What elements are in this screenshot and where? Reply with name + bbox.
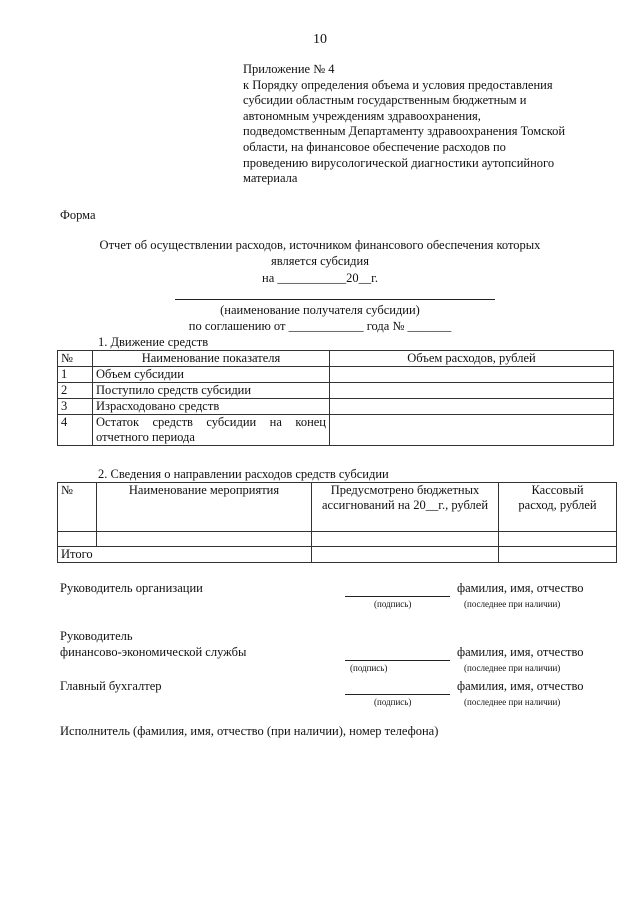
table-row xyxy=(58,532,617,547)
report-title-line1: Отчет об осуществлении расходов, источником финансового обеспечения которых xyxy=(99,238,541,252)
header-cell: № xyxy=(58,351,93,367)
row-name-line1: Остаток средств субсидии на конец xyxy=(96,415,326,429)
signature-fio: фамилия, имя, отчество xyxy=(457,581,584,595)
agreement-line: по соглашению от ____________ года № _______ xyxy=(188,319,452,333)
signature-caption: (подпись) xyxy=(350,663,388,673)
empty-cell[interactable] xyxy=(58,532,97,547)
appendix-line: автономным учреждениям здравоохранения, xyxy=(243,108,481,123)
section1-title: 1. Движение средств xyxy=(98,335,209,349)
header-cell: Кассовый расход, рублей xyxy=(499,483,617,532)
total-label: Итого xyxy=(58,547,312,563)
signature-line[interactable] xyxy=(345,596,450,597)
row-name: Поступило средств субсидии xyxy=(93,383,330,399)
header-cell: Предусмотрено бюджетных ассигнований на 20__г., рублей xyxy=(312,483,499,532)
row-number: 2 xyxy=(58,383,93,399)
appendix-line: области, на финансовое обеспечение расходов по xyxy=(243,139,506,154)
row-number: 3 xyxy=(58,399,93,415)
header-cell: Наименование мероприятия xyxy=(97,483,312,532)
signature-line[interactable] xyxy=(345,694,450,695)
empty-cell[interactable] xyxy=(312,532,499,547)
table-row xyxy=(58,367,614,383)
appendix-line: к Порядку определения объема и условия предоставления xyxy=(243,77,553,92)
appendix-line: проведению вирусологической диагностики аутопсийного xyxy=(243,155,555,170)
recipient-underline xyxy=(175,299,495,300)
table-row xyxy=(58,383,614,399)
page-number: 10 xyxy=(313,32,327,47)
fio-caption: (последнее при наличии) xyxy=(464,663,561,673)
signature-caption: (подпись) xyxy=(374,599,412,609)
row-value-cell[interactable] xyxy=(330,399,614,415)
total-row xyxy=(58,547,617,563)
row-name-line2: отчетного периода xyxy=(96,430,195,444)
form-label: Форма xyxy=(60,208,96,222)
row-name: Израсходовано средств xyxy=(93,399,330,415)
signature-fio: фамилия, имя, отчество xyxy=(457,679,584,693)
header-cell: Объем расходов, рублей xyxy=(330,351,614,367)
appendix-line: подведомственным Департаменту здравоохранения Томской xyxy=(243,124,566,139)
recipient-caption: (наименование получателя субсидии) xyxy=(220,303,420,317)
header-cell: Наименование показателя xyxy=(93,351,330,367)
fio-caption: (последнее при наличии) xyxy=(464,599,561,609)
table-header-row xyxy=(58,351,614,367)
row-number: 1 xyxy=(58,367,93,383)
row-name: Объем субсидии xyxy=(93,367,330,383)
empty-cell[interactable] xyxy=(97,532,312,547)
total-planned-cell[interactable] xyxy=(312,547,499,563)
report-date-line: на ___________20__г. xyxy=(262,271,378,285)
signature-line[interactable] xyxy=(345,660,450,661)
table-row xyxy=(58,415,614,446)
row-value-cell[interactable] xyxy=(330,367,614,383)
signature-role: Руководитель организации xyxy=(60,581,203,595)
appendix-line: материала xyxy=(243,171,298,186)
section2-title: 2. Сведения о направлении расходов средств субсидии xyxy=(98,467,389,481)
appendix-title: Приложение № 4 xyxy=(243,62,335,76)
row-name xyxy=(93,415,330,446)
funds-movement-table xyxy=(57,350,614,446)
header-cell: № xyxy=(58,483,97,532)
table-header-row xyxy=(58,483,617,532)
report-title-line2: является субсидия xyxy=(271,254,369,268)
expense-directions-table xyxy=(57,482,617,563)
row-number: 4 xyxy=(58,415,93,446)
table-row xyxy=(58,399,614,415)
empty-cell[interactable] xyxy=(499,532,617,547)
signature-role: Руководитель xyxy=(60,629,133,643)
appendix-line: субсидии областным государственным бюджетным и xyxy=(243,93,527,108)
signature-caption: (подпись) xyxy=(374,697,412,707)
signature-role-line2: финансово-экономической службы xyxy=(60,645,247,659)
total-cash-cell[interactable] xyxy=(499,547,617,563)
appendix-block xyxy=(243,62,565,187)
row-value-cell[interactable] xyxy=(330,383,614,399)
row-value-cell[interactable] xyxy=(330,415,614,446)
executor-line: Исполнитель (фамилия, имя, отчество (при наличии), номер телефона) xyxy=(60,724,439,738)
signature-role: Главный бухгалтер xyxy=(60,679,162,693)
signature-fio: фамилия, имя, отчество xyxy=(457,645,584,659)
fio-caption: (последнее при наличии) xyxy=(464,697,561,707)
